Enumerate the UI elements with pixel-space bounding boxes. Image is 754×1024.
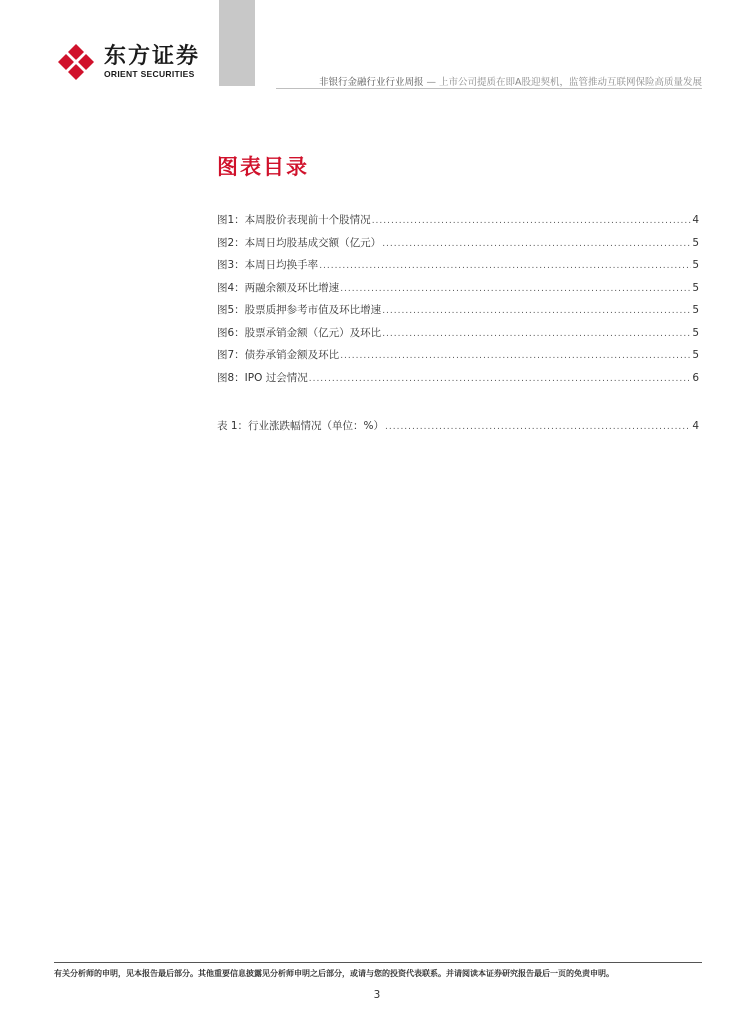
toc-leader-dots <box>385 422 691 432</box>
toc-leader-dots <box>340 284 691 294</box>
toc-entry-label: 图2：本周日均股基成交额（亿元） <box>217 236 382 249</box>
toc-entry-page: 4 <box>692 420 699 432</box>
toc-entry-page: 5 <box>692 304 699 316</box>
toc-entry-figure-8[interactable] <box>217 370 699 393</box>
toc-entry-figure-1[interactable] <box>217 212 699 235</box>
toc-entry-page: 5 <box>692 259 699 271</box>
toc-entry-page: 5 <box>692 349 699 361</box>
toc-title: 图表目录 <box>217 155 309 179</box>
toc-leader-dots <box>382 306 691 316</box>
toc-leader-dots <box>340 351 691 361</box>
toc-entry-label: 图3：本周日均换手率 <box>217 259 319 271</box>
figure-list <box>217 212 699 392</box>
toc-leader-dots <box>382 239 691 249</box>
toc-entry-label: 图8：IPO 过会情况 <box>217 371 308 384</box>
toc-leader-dots <box>382 329 691 339</box>
orient-securities-logo-icon <box>56 42 96 82</box>
toc-entry-figure-3[interactable] <box>217 257 699 280</box>
toc-entry-page: 5 <box>692 236 699 249</box>
logo-text <box>104 45 200 80</box>
toc-entry-label: 图7：债券承销金额及环比 <box>217 349 340 361</box>
company-logo <box>56 42 200 82</box>
report-subtitle: 上市公司提质在即A股迎契机，监管推动互联网保险高质量发展 <box>439 77 702 88</box>
toc-entry-page: 6 <box>692 371 699 384</box>
toc-entry-figure-4[interactable] <box>217 280 699 303</box>
toc-entry-figure-6[interactable] <box>217 325 699 348</box>
header-separator: — <box>423 77 439 88</box>
toc-leader-dots <box>309 374 692 384</box>
table-list <box>217 418 699 441</box>
toc-entry-page: 5 <box>692 281 699 294</box>
toc-entry-label: 图5：股票质押参考市值及环比增速 <box>217 304 382 316</box>
toc-entry-label: 图6：股票承销金额（亿元）及环比 <box>217 326 382 339</box>
toc-entry-figure-2[interactable] <box>217 235 699 258</box>
toc-entry-page: 5 <box>692 326 699 339</box>
toc-entry-figure-7[interactable] <box>217 347 699 370</box>
header-rule <box>276 88 702 89</box>
toc-entry-figure-5[interactable] <box>217 302 699 325</box>
toc-entry-label: 图4：两融余额及环比增速 <box>217 281 340 294</box>
logo-english-name: ORIENT SECURITIES <box>104 68 195 79</box>
header-grey-band <box>219 0 255 86</box>
toc-entry-label: 表 1：行业涨跌幅情况（单位：%） <box>217 420 384 432</box>
toc-entry-table-1[interactable] <box>217 418 699 441</box>
page-number: 3 <box>373 989 381 1001</box>
running-header <box>276 74 702 88</box>
footer-rule <box>54 962 702 963</box>
toc-entry-page: 4 <box>692 214 699 226</box>
toc-leader-dots <box>372 216 692 226</box>
footer-disclaimer: 有关分析师的申明，见本报告最后部分。其他重要信息披露见分析师申明之后部分，或请与您的投资代表联系。并请阅读本证券研究报告最后一页的免责申明。 <box>54 969 614 978</box>
logo-chinese-name: 东方证券 <box>104 43 201 69</box>
toc-entry-label: 图1：本周股价表现前十个股情况 <box>217 214 371 226</box>
toc-leader-dots <box>319 261 691 271</box>
report-title: 非银行金融行业行业周报 <box>318 77 424 88</box>
